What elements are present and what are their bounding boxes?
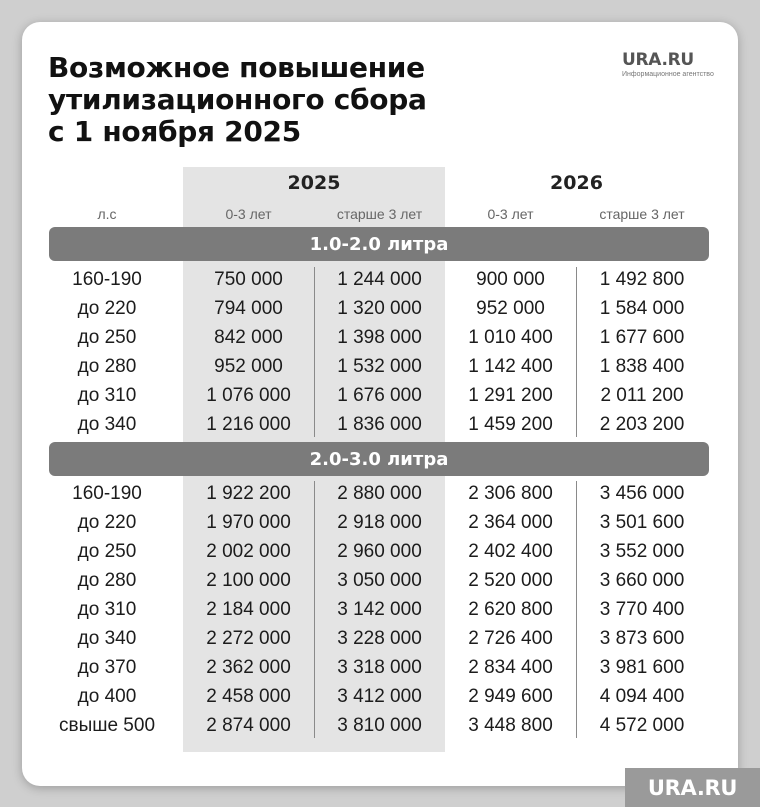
fee-cell: 3 448 800 xyxy=(468,715,553,736)
fee-cell: 1 142 400 xyxy=(468,356,553,377)
fee-cell: 2 520 000 xyxy=(468,570,553,591)
fee-cell: 3 318 000 xyxy=(337,657,422,678)
table-row xyxy=(22,682,738,711)
fee-cell: 1 836 000 xyxy=(337,414,422,435)
fee-cell: 1 398 000 xyxy=(337,327,422,348)
fee-cell: 1 216 000 xyxy=(206,414,291,435)
page-title xyxy=(48,52,518,148)
fee-cell: 1 320 000 xyxy=(337,298,422,319)
fee-cell: 3 873 600 xyxy=(599,628,685,649)
fee-cell: 952 000 xyxy=(214,356,283,377)
logo-subtitle: Информационное агентство xyxy=(622,71,714,78)
column-divider xyxy=(576,481,577,738)
table-row xyxy=(22,566,738,595)
table-row xyxy=(22,653,738,682)
hp-cell: 160-190 xyxy=(72,269,142,290)
fee-cell: 1 244 000 xyxy=(337,269,422,290)
fee-cell: 2 458 000 xyxy=(206,686,291,707)
fee-cell: 4 572 000 xyxy=(599,715,685,736)
hp-cell: до 280 xyxy=(77,356,137,377)
logo-name: URA.RU xyxy=(622,50,694,70)
fee-cell: 2 834 400 xyxy=(468,657,553,678)
fee-cell: 1 010 400 xyxy=(468,327,553,348)
fee-cell: 2 726 400 xyxy=(468,628,553,649)
table-row xyxy=(22,265,738,294)
table-row xyxy=(22,624,738,653)
fee-cell: 1 584 000 xyxy=(599,298,685,319)
table-row xyxy=(22,537,738,566)
fee-cell: 1 492 800 xyxy=(599,269,685,290)
fee-cell: 3 228 000 xyxy=(337,628,422,649)
column-header-hp: л.с xyxy=(97,206,117,222)
hp-cell: до 340 xyxy=(77,628,137,649)
table-row xyxy=(22,352,738,381)
hp-cell: до 370 xyxy=(77,657,137,678)
fee-cell: 1 922 200 xyxy=(206,483,291,504)
fee-cell: 3 981 600 xyxy=(599,657,685,678)
table-row xyxy=(22,479,738,508)
column-header-2025-old: старше 3 лет xyxy=(336,206,423,222)
fee-cell: 750 000 xyxy=(214,269,283,290)
hp-cell: до 250 xyxy=(77,541,137,562)
hp-cell: до 310 xyxy=(77,385,137,406)
title-line-2: утилизационного сбора xyxy=(48,83,427,116)
column-divider xyxy=(314,267,315,437)
column-divider xyxy=(576,267,577,437)
table-row xyxy=(22,508,738,537)
section-header: 1.0-2.0 литра xyxy=(49,227,709,261)
fee-cell: 794 000 xyxy=(214,298,283,319)
section-header: 2.0-3.0 литра xyxy=(49,442,709,476)
fee-cell: 3 412 000 xyxy=(337,686,422,707)
hp-cell: до 340 xyxy=(77,414,137,435)
hp-cell: до 250 xyxy=(77,327,137,348)
infographic-card xyxy=(22,22,738,786)
fee-cell: 2 362 000 xyxy=(206,657,291,678)
fee-cell: 842 000 xyxy=(214,327,283,348)
table-row xyxy=(22,323,738,352)
fee-cell: 1 838 400 xyxy=(599,356,685,377)
table-row xyxy=(22,381,738,410)
hp-cell: до 400 xyxy=(77,686,137,707)
fee-cell: 4 094 400 xyxy=(599,686,685,707)
fee-cell: 1 970 000 xyxy=(206,512,291,533)
fee-cell: 1 677 600 xyxy=(599,327,685,348)
fee-cell: 3 456 000 xyxy=(599,483,685,504)
fee-cell: 2 306 800 xyxy=(468,483,553,504)
fee-cell: 900 000 xyxy=(476,269,545,290)
title-line-3: с 1 ноября 2025 xyxy=(48,115,301,148)
fee-cell: 3 660 000 xyxy=(599,570,685,591)
column-divider xyxy=(314,481,315,738)
hp-cell: до 220 xyxy=(77,512,137,533)
fee-cell: 3 501 600 xyxy=(599,512,685,533)
fee-cell: 3 770 400 xyxy=(599,599,685,620)
fee-cell: 2 364 000 xyxy=(468,512,553,533)
title-line-1: Возможное повышение xyxy=(48,51,425,84)
watermark: URA.RU xyxy=(625,768,760,807)
brand-logo xyxy=(622,50,722,78)
fee-cell: 1 291 200 xyxy=(468,385,553,406)
fee-cell: 1 532 000 xyxy=(337,356,422,377)
table-row xyxy=(22,294,738,323)
hp-cell: до 220 xyxy=(77,298,137,319)
fee-cell: 3 552 000 xyxy=(599,541,685,562)
fee-cell: 2 100 000 xyxy=(206,570,291,591)
fee-cell: 1 076 000 xyxy=(206,385,291,406)
fee-cell: 2 184 000 xyxy=(206,599,291,620)
fee-cell: 2 011 200 xyxy=(600,385,684,406)
fee-cell: 2 960 000 xyxy=(337,541,422,562)
hp-cell: до 310 xyxy=(77,599,137,620)
fee-cell: 2 949 600 xyxy=(468,686,553,707)
hp-cell: свыше 500 xyxy=(58,715,156,736)
column-header-2026-new: 0-3 лет xyxy=(487,206,534,222)
fee-cell: 2 918 000 xyxy=(337,512,422,533)
fee-cell: 3 050 000 xyxy=(337,570,422,591)
fee-cell: 3 142 000 xyxy=(337,599,422,620)
table-row xyxy=(22,595,738,624)
fee-cell: 1 459 200 xyxy=(468,414,553,435)
table-row xyxy=(22,711,738,740)
fee-cell: 2 402 400 xyxy=(468,541,553,562)
fee-cell: 2 203 200 xyxy=(599,414,685,435)
table-row xyxy=(22,410,738,439)
hp-cell: до 280 xyxy=(77,570,137,591)
fee-cell: 2 874 000 xyxy=(206,715,291,736)
fee-cell: 3 810 000 xyxy=(337,715,422,736)
hp-cell: 160-190 xyxy=(72,483,142,504)
column-header-2026-old: старше 3 лет xyxy=(599,206,685,222)
fee-cell: 2 880 000 xyxy=(337,483,422,504)
fee-cell: 2 620 800 xyxy=(468,599,553,620)
fee-cell: 952 000 xyxy=(476,298,545,319)
fee-cell: 2 272 000 xyxy=(206,628,291,649)
fee-cell: 2 002 000 xyxy=(206,541,291,562)
fee-cell: 1 676 000 xyxy=(337,385,422,406)
column-header-2025-new: 0-3 лет xyxy=(225,206,272,222)
year-header-2026: 2026 xyxy=(550,172,603,194)
year-header-2025: 2025 xyxy=(287,172,341,194)
